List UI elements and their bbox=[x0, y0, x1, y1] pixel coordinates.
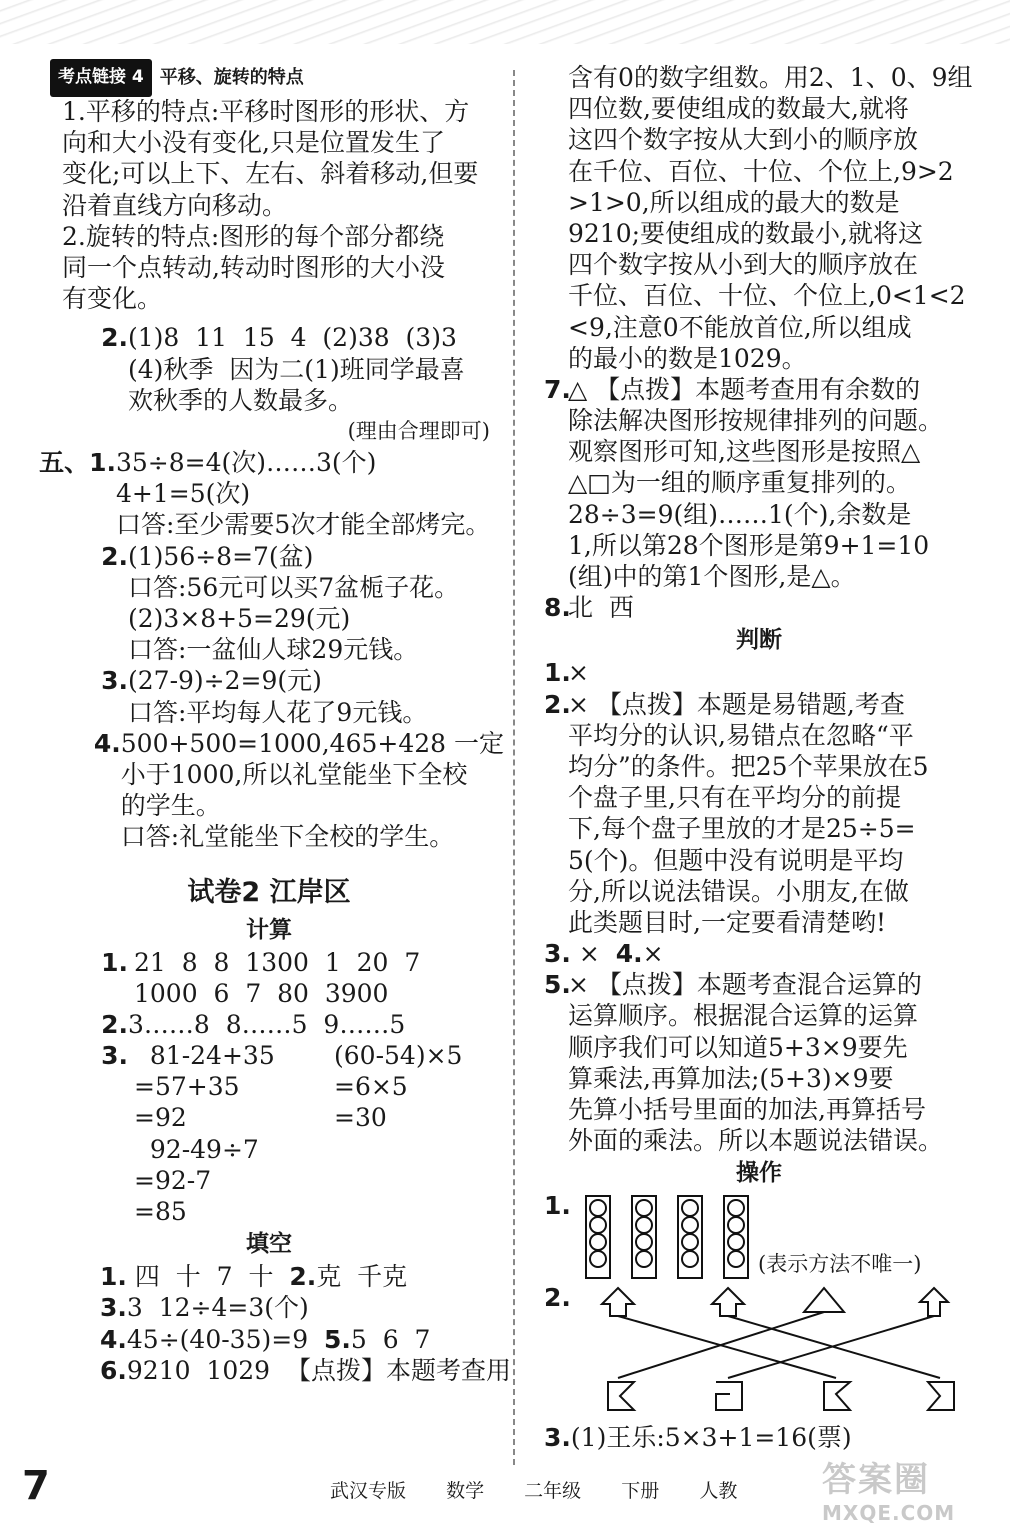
question-number: 3. bbox=[101, 1041, 128, 1071]
answer-line: 分,所以说法错误。小朋友,在做 bbox=[568, 876, 909, 906]
question-number: 1. bbox=[544, 1191, 571, 1221]
fill-row-1 bbox=[34, 1261, 504, 1292]
answer-line: 外面的乘法。所以本题说法错误。 bbox=[568, 1126, 944, 1156]
question-number: 6. bbox=[100, 1355, 127, 1385]
answer-line: 个盘子里,只有在平均分的前提 bbox=[568, 783, 901, 813]
calc-step: =92-7 bbox=[134, 1165, 212, 1195]
question-number: 2. bbox=[544, 1283, 571, 1313]
judge-q3-q4 bbox=[544, 938, 974, 969]
answer-line: 3……8 8……5 9……5 bbox=[128, 1009, 406, 1039]
answer-text: 克 千克 bbox=[316, 1262, 408, 1292]
match-line bbox=[618, 1312, 824, 1378]
answer-text: (1)王乐:5×3+1=16(票) bbox=[570, 1423, 852, 1453]
question-number: 5. bbox=[544, 970, 571, 1000]
net-shape-2 bbox=[716, 1382, 742, 1410]
calc-step: =57+35 bbox=[134, 1072, 240, 1102]
knowledge-point-text bbox=[34, 96, 504, 314]
matching-figure bbox=[574, 1282, 974, 1420]
answer-line: 的学生。 bbox=[120, 791, 221, 821]
answer-text: × bbox=[578, 939, 616, 969]
answer-line: 的最小的数是1029。 bbox=[568, 343, 807, 373]
answer-q8 bbox=[544, 592, 974, 623]
answer-line: (27-9)÷2=9(元) bbox=[128, 666, 322, 696]
question-number: 2. bbox=[289, 1262, 317, 1292]
answer-line: 21 8 8 1300 1 20 7 bbox=[134, 947, 421, 977]
answer-line: 观察图形可知,这些图形是按照△ bbox=[568, 437, 921, 467]
continued-text bbox=[544, 62, 974, 374]
kp-line: 同一个点转动,转动时图形的大小没 bbox=[62, 252, 445, 282]
answer-line: × 【点拨】本题考查混合运算的 bbox=[568, 970, 922, 1000]
watermark-url: MXQE.COM bbox=[822, 1501, 956, 1525]
answer-line: △ 【点拨】本题考查用有余数的 bbox=[568, 374, 921, 404]
calc-step: 92-49÷7 bbox=[134, 1134, 259, 1164]
answer-text: 45÷(40-35)=9 bbox=[126, 1324, 324, 1354]
answer-line: △□为一组的顺序重复排列的。 bbox=[568, 468, 911, 498]
answer-line: 口答:一盆仙人球29元钱。 bbox=[128, 635, 419, 665]
answer-line: (1)56÷8=7(盆) bbox=[128, 541, 314, 571]
section-title-operate: 操作 bbox=[736, 1160, 782, 1187]
answer-line: 口答:56元可以买7盆栀子花。 bbox=[128, 572, 460, 602]
answer-line: 口答:平均每人花了9元钱。 bbox=[128, 697, 428, 727]
judge-q2 bbox=[544, 689, 974, 939]
answer-line: 含有0的数字组数。用2、1、0、9组 bbox=[568, 63, 973, 92]
answer-line: 5(个)。但题中没有说明是平均 bbox=[568, 845, 904, 875]
answer-line: 平均分的认识,易错点在忽略“平 bbox=[568, 720, 914, 750]
net-shape-4 bbox=[928, 1382, 954, 1410]
answer-line: 算乘法,再算加法;(5+3)×9要 bbox=[568, 1063, 894, 1093]
watermark-logo bbox=[822, 1452, 1002, 1534]
answer-wu-4 bbox=[34, 728, 504, 853]
kp-line: 变化;可以上下、左右、斜着移动,但要 bbox=[62, 159, 479, 189]
answer-line: >1>0,所以组成的最大的数是 bbox=[568, 187, 900, 217]
question-number: 2. bbox=[101, 1009, 128, 1039]
answer-line: × bbox=[568, 658, 589, 688]
answer-line: <9,注意0不能放首位,所以组成 bbox=[568, 312, 912, 342]
calc-step: =85 bbox=[134, 1197, 187, 1227]
section-title-judge: 判断 bbox=[736, 627, 782, 654]
calc-step: =92 bbox=[134, 1103, 187, 1133]
question-number: 3. bbox=[544, 1423, 571, 1453]
calc-q1 bbox=[34, 947, 504, 1009]
question-number: 3. bbox=[100, 1293, 127, 1323]
answer-line: × 【点拨】本题是易错题,考查 bbox=[568, 689, 905, 719]
operate-q3 bbox=[544, 1422, 974, 1453]
question-number: 4. bbox=[100, 1324, 127, 1354]
answer-line: 下,每个盘子里放的才是25÷5= bbox=[568, 814, 916, 844]
calc-step: 81-24+35 bbox=[134, 1041, 275, 1071]
answer-line: 口答:礼堂能坐下全校的学生。 bbox=[120, 822, 455, 852]
knowledge-point-header bbox=[34, 62, 504, 94]
operate-q2 bbox=[544, 1282, 974, 1422]
calc-q3 bbox=[34, 1040, 504, 1227]
answer-q7 bbox=[544, 374, 974, 592]
knowledge-point-title: 平移、旋转的特点 bbox=[159, 67, 304, 89]
answer-line: 欢秋季的人数最多。 bbox=[128, 385, 354, 415]
question-number: 3. bbox=[544, 939, 571, 969]
triangle-shape bbox=[804, 1288, 844, 1312]
answer-line: 4+1=5(次) bbox=[116, 479, 251, 509]
question-number: 1. bbox=[544, 658, 571, 688]
watermark-text: 答案圈 bbox=[822, 1460, 930, 1500]
net-shape-1 bbox=[608, 1382, 634, 1410]
match-line bbox=[618, 1316, 836, 1378]
answer-text: 四 十 7 十 bbox=[134, 1262, 290, 1292]
answer-line: 先算小括号里面的加法,再算括号 bbox=[568, 1095, 926, 1125]
left-column bbox=[34, 62, 511, 1386]
answer-line: 均分”的条件。把25个苹果放在5 bbox=[568, 751, 929, 781]
question-number: 4. bbox=[93, 728, 121, 758]
judge-q1 bbox=[544, 657, 974, 688]
question-number: 2. bbox=[101, 323, 128, 353]
answer-wu-3 bbox=[34, 665, 504, 727]
abacus-figure bbox=[574, 1192, 754, 1282]
answer-line: 28÷3=9(组)……1(个),余数是 bbox=[568, 499, 912, 529]
answer-line: 口答:至少需要5次才能全部烤完。 bbox=[116, 510, 491, 540]
question-number: 1. bbox=[100, 1262, 127, 1292]
answer-line: 此类题目时,一定要看清楚哟! bbox=[568, 907, 886, 937]
question-number: 3. bbox=[101, 666, 128, 696]
fill-row-6 bbox=[34, 1355, 511, 1386]
answer-text: 5 6 7 bbox=[350, 1324, 431, 1354]
answer-line: 北 西 bbox=[568, 593, 634, 623]
answer-wu-2 bbox=[34, 541, 504, 666]
answer-text: 3 12÷4=3(个) bbox=[126, 1293, 309, 1323]
answer-line: (1)8 11 15 4 (2)38 (3)3 bbox=[128, 323, 457, 353]
section-number: 五、1. bbox=[39, 448, 116, 478]
section-title-calc: 计算 bbox=[246, 916, 292, 943]
fill-row-4 bbox=[34, 1324, 504, 1355]
question-number: 7. bbox=[544, 374, 571, 404]
answer-line: 这四个数字按从大到小的顺序放 bbox=[568, 125, 919, 155]
question-number: 1. bbox=[101, 947, 128, 977]
kp-line: 向和大小没有变化,只是位置发生了 bbox=[62, 128, 445, 158]
calc-q2 bbox=[34, 1009, 504, 1040]
paper-title: 试卷2 江岸区 bbox=[187, 876, 351, 908]
fill-row-3 bbox=[34, 1292, 504, 1323]
operate-q1 bbox=[544, 1190, 974, 1282]
answer-line: 500+500=1000,465+428 一定 bbox=[120, 728, 504, 758]
arrow-shape-2 bbox=[712, 1288, 744, 1316]
answer-line: 千位、百位、十位、个位上,0<1<2 bbox=[568, 281, 966, 311]
right-column bbox=[544, 62, 974, 1454]
calc-step: =6×5 bbox=[334, 1072, 408, 1102]
answer-line: 35÷8=4(次)……3(个) bbox=[116, 448, 377, 478]
answer-line: (4)秋季 因为二(1)班同学最喜 bbox=[128, 354, 465, 384]
answer-line: 1000 6 7 80 3900 bbox=[134, 978, 389, 1008]
arrow-shape-1 bbox=[602, 1288, 634, 1316]
calc-step: (60-54)×5 bbox=[334, 1041, 463, 1071]
question-number: 4. bbox=[615, 939, 643, 969]
judge-q5 bbox=[544, 969, 974, 1156]
net-shape-3 bbox=[824, 1382, 850, 1410]
kp-line: 1.平移的特点:平移时图形的形状、方 bbox=[62, 97, 470, 126]
answer-line: (组)中的第1个图形,是△。 bbox=[568, 562, 856, 591]
answer-line: (2)3×8+5=29(元) bbox=[128, 604, 351, 633]
knowledge-point-badge: 考点链接 4 bbox=[50, 59, 152, 96]
answer-line: 四个数字按从小到大的顺序放在 bbox=[568, 250, 919, 280]
answer-line: 顺序我们可以知道5+3×9要先 bbox=[568, 1032, 908, 1062]
column-divider bbox=[513, 70, 515, 1465]
question-number: 5. bbox=[324, 1324, 351, 1354]
arrow-shape-3 bbox=[920, 1288, 948, 1316]
answer-line: 在千位、百位、十位、个位上,9>2 bbox=[568, 156, 954, 186]
question-number: 2. bbox=[544, 689, 571, 719]
calc-step: =30 bbox=[334, 1103, 387, 1133]
page-number: 7 bbox=[22, 1463, 50, 1509]
answer-wu-1 bbox=[34, 447, 504, 541]
figure-note: (表示方法不唯一) bbox=[758, 1252, 922, 1277]
answer-q2 bbox=[34, 322, 504, 416]
answer-text: 9210 1029 【点拨】本题考查用 bbox=[126, 1355, 511, 1385]
answer-line: 除法解决图形按规律排列的问题。 bbox=[568, 406, 944, 436]
question-number: 8. bbox=[544, 593, 571, 623]
answer-line: 1,所以第28个图形是第9+1=10 bbox=[568, 530, 930, 560]
answer-line: 小于1000,所以礼堂能坐下全校 bbox=[120, 759, 468, 789]
kp-line: 沿着直线方向移动。 bbox=[62, 190, 288, 220]
answer-note: (理由合理即可) bbox=[347, 418, 490, 443]
question-number: 2. bbox=[101, 541, 128, 571]
kp-line: 有变化。 bbox=[62, 284, 163, 314]
decorative-top-band bbox=[0, 0, 1010, 44]
book-footer: 武汉专版 数学 二年级 下册 人教 bbox=[330, 1480, 738, 1502]
answer-text: × bbox=[642, 939, 664, 969]
kp-line: 2.旋转的特点:图形的每个部分都绕 bbox=[62, 221, 445, 251]
answer-line: 9210;要使组成的数最小,就将这 bbox=[568, 218, 923, 248]
section-title-fill: 填空 bbox=[246, 1231, 292, 1258]
answer-line: 四位数,要使组成的数最大,就将 bbox=[568, 94, 909, 124]
answer-line: 运算顺序。根据混合运算的运算 bbox=[568, 1001, 919, 1031]
